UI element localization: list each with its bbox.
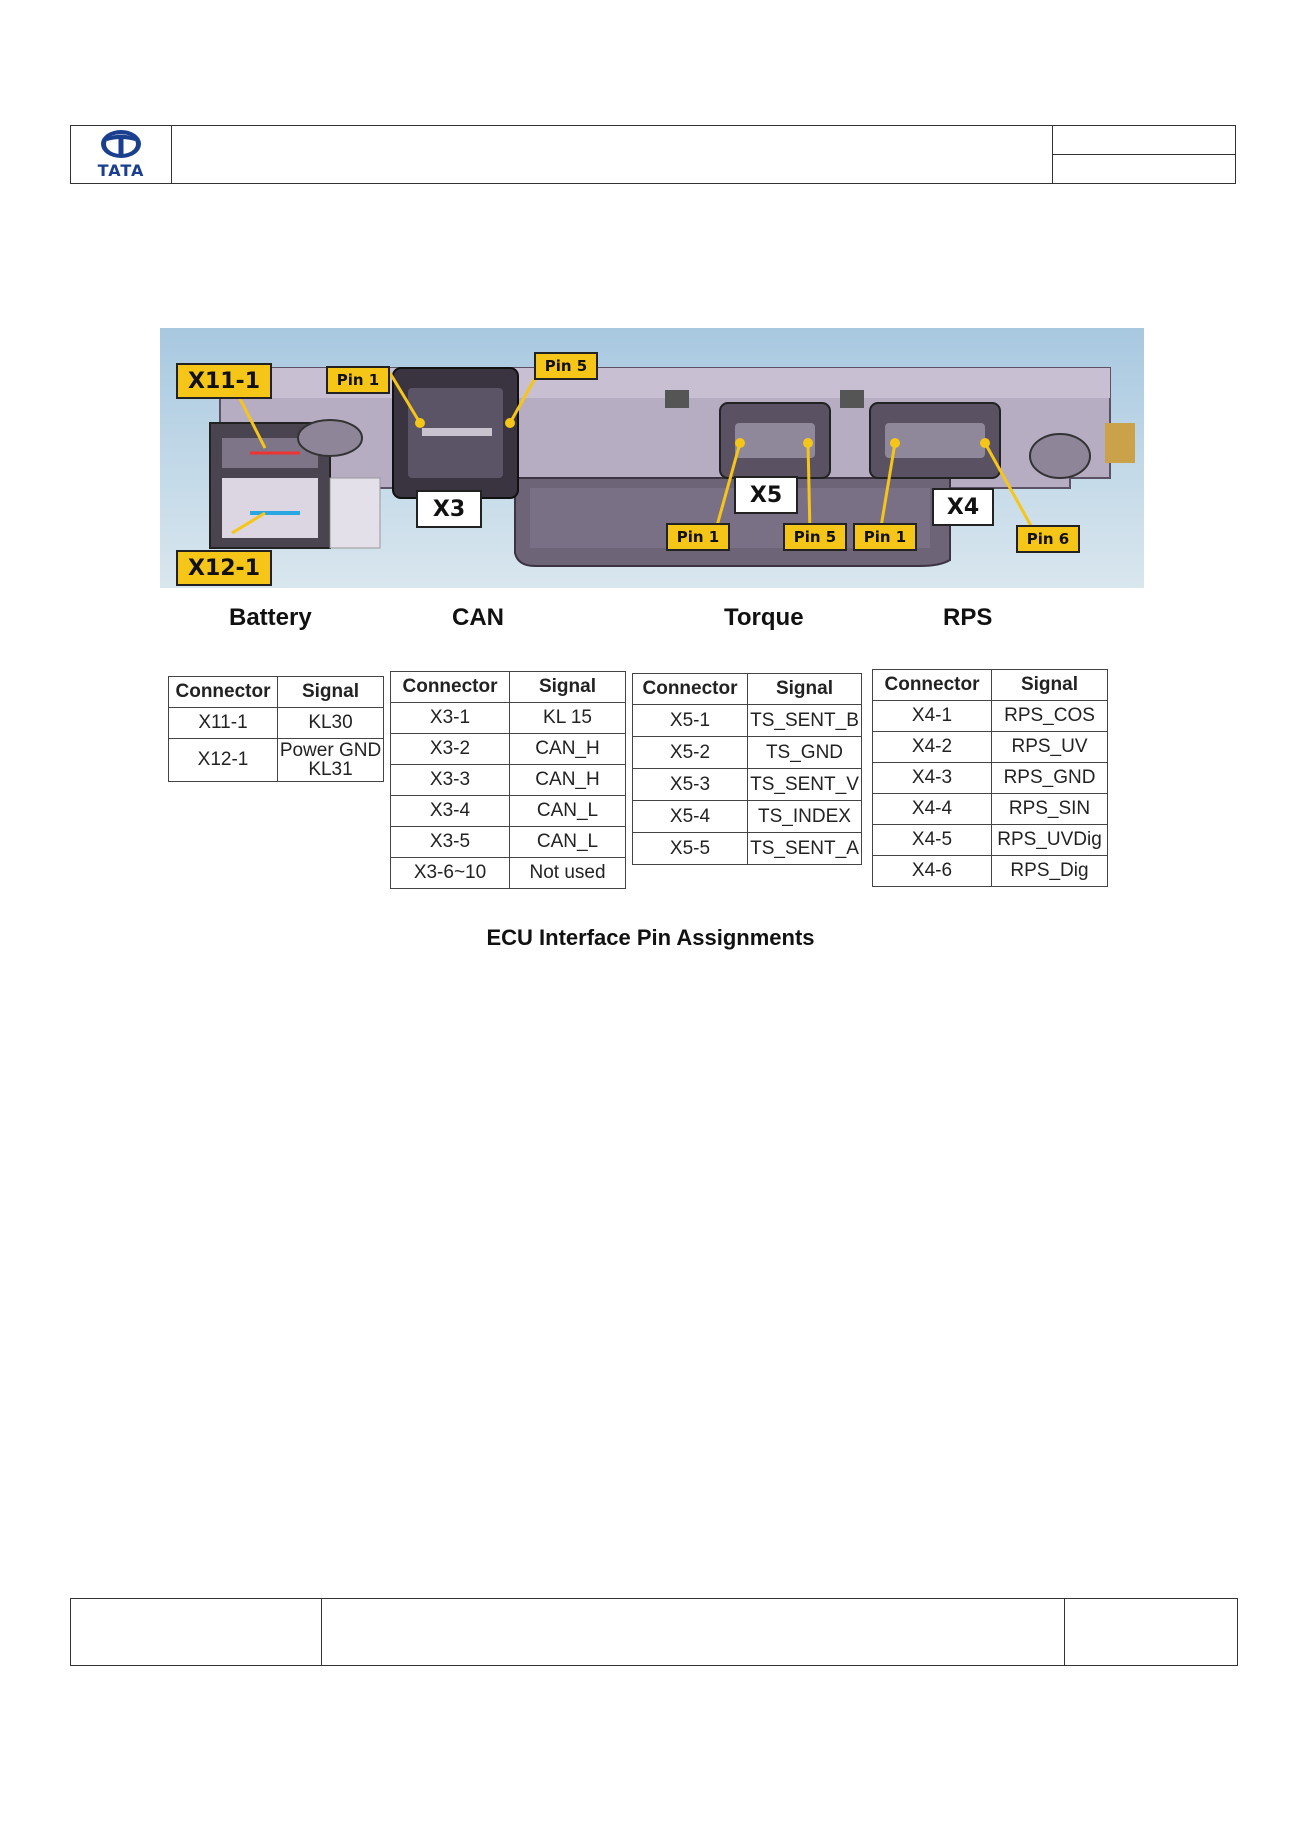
col-header-signal: Signal: [992, 670, 1108, 701]
col-header-signal: Signal: [510, 672, 626, 703]
cell-signal: CAN_H: [510, 765, 626, 796]
col-header-connector: Connector: [633, 674, 748, 705]
connector-label-x4: X4: [932, 488, 994, 526]
cell-signal: RPS_UVDig: [992, 825, 1108, 856]
cell-signal: Not used: [510, 858, 626, 889]
cell-connector: X3-5: [391, 827, 510, 858]
cell-signal: RPS_Dig: [992, 856, 1108, 887]
table-row: [873, 825, 1108, 856]
tag-x3-pin5: Pin 5: [534, 352, 598, 380]
connector-label-x3: X3: [416, 490, 482, 528]
cell-signal: TS_SENT_B: [748, 705, 862, 737]
tag-x4-pin1: Pin 1: [853, 523, 917, 551]
table-row: [633, 833, 862, 865]
footer-cell-middle: [322, 1599, 1065, 1665]
cell-connector: X3-4: [391, 796, 510, 827]
cell-signal: CAN_L: [510, 827, 626, 858]
cell-signal: CAN_H: [510, 734, 626, 765]
col-header-connector: Connector: [873, 670, 992, 701]
table-row: [873, 732, 1108, 763]
tag-x5-pin5: Pin 5: [783, 523, 847, 551]
cell-signal: KL 15: [510, 703, 626, 734]
table-row: [873, 701, 1108, 732]
table-header-row: [169, 677, 384, 708]
col-header-connector: Connector: [169, 677, 278, 708]
cell-signal: TS_INDEX: [748, 801, 862, 833]
cell-connector: X5-3: [633, 769, 748, 801]
table-header-row: [873, 670, 1108, 701]
tag-x5-pin1: Pin 1: [666, 523, 730, 551]
table-header-row: [633, 674, 862, 705]
cell-connector: X5-5: [633, 833, 748, 865]
table-row: [873, 763, 1108, 794]
page-header: [70, 125, 1236, 184]
cell-connector: X3-2: [391, 734, 510, 765]
tag-x11-1: X11-1: [176, 363, 272, 399]
table-row: [873, 856, 1108, 887]
cell-signal: [278, 739, 384, 782]
logo-text: TATA: [97, 161, 145, 180]
footer-cell-right: [1065, 1599, 1237, 1665]
header-title-cell: [172, 126, 1053, 183]
cell-signal: RPS_SIN: [992, 794, 1108, 825]
cell-connector: X3-3: [391, 765, 510, 796]
cell-signal-line1: Power GND: [279, 740, 382, 761]
table-row: [391, 858, 626, 889]
table-row: [169, 708, 384, 739]
table-row: [391, 703, 626, 734]
figure-caption: ECU Interface Pin Assignments: [486, 925, 815, 950]
battery-pin-table: [168, 676, 384, 782]
table-row: [391, 796, 626, 827]
table-row: [633, 737, 862, 769]
group-label-torque: Torque: [724, 604, 804, 631]
cell-connector: X11-1: [169, 708, 278, 739]
col-header-signal: Signal: [278, 677, 384, 708]
cell-signal: RPS_COS: [992, 701, 1108, 732]
cell-connector: X4-5: [873, 825, 992, 856]
tag-x4-pin6: Pin 6: [1016, 525, 1080, 553]
rps-pin-table: [872, 669, 1108, 887]
page-footer: [70, 1598, 1238, 1666]
table-row: [391, 765, 626, 796]
cell-signal: TS_GND: [748, 737, 862, 769]
cell-connector: X4-2: [873, 732, 992, 763]
table-row: [633, 769, 862, 801]
tag-x3-pin1: Pin 1: [326, 366, 390, 394]
cell-signal-line2: KL31: [308, 759, 353, 780]
group-label-battery: Battery: [229, 604, 312, 631]
table-row: [633, 705, 862, 737]
header-right-cells: [1053, 126, 1235, 183]
logo: [71, 126, 172, 183]
can-pin-table: [390, 671, 626, 889]
tata-logo-icon: [99, 129, 143, 159]
torque-pin-table: [632, 673, 862, 865]
ecu-housing-illustration: [160, 328, 1144, 588]
ecu-photo: [160, 328, 1144, 588]
cell-connector: X4-1: [873, 701, 992, 732]
cell-signal: CAN_L: [510, 796, 626, 827]
col-header-connector: Connector: [391, 672, 510, 703]
cell-connector: X4-3: [873, 763, 992, 794]
col-header-signal: Signal: [748, 674, 862, 705]
footer-cell-left: [71, 1599, 322, 1665]
table-row: [391, 827, 626, 858]
connector-label-x5: X5: [734, 476, 798, 514]
cell-connector: X5-1: [633, 705, 748, 737]
cell-signal: RPS_GND: [992, 763, 1108, 794]
cell-connector: X4-6: [873, 856, 992, 887]
table-row: [169, 739, 384, 782]
cell-connector: X3-6~10: [391, 858, 510, 889]
cell-signal: TS_SENT_V: [748, 769, 862, 801]
table-row: [873, 794, 1108, 825]
table-row: [633, 801, 862, 833]
cell-signal: RPS_UV: [992, 732, 1108, 763]
cell-signal: KL30: [278, 708, 384, 739]
cell-connector: X5-2: [633, 737, 748, 769]
group-label-rps: RPS: [943, 604, 993, 631]
cell-connector: X5-4: [633, 801, 748, 833]
cell-connector: X4-4: [873, 794, 992, 825]
group-label-can: CAN: [452, 604, 504, 631]
table-header-row: [391, 672, 626, 703]
table-row: [391, 734, 626, 765]
cell-connector: X12-1: [169, 739, 278, 782]
cell-connector: X3-1: [391, 703, 510, 734]
tag-x12-1: X12-1: [176, 550, 272, 586]
cell-signal: TS_SENT_A: [748, 833, 862, 865]
